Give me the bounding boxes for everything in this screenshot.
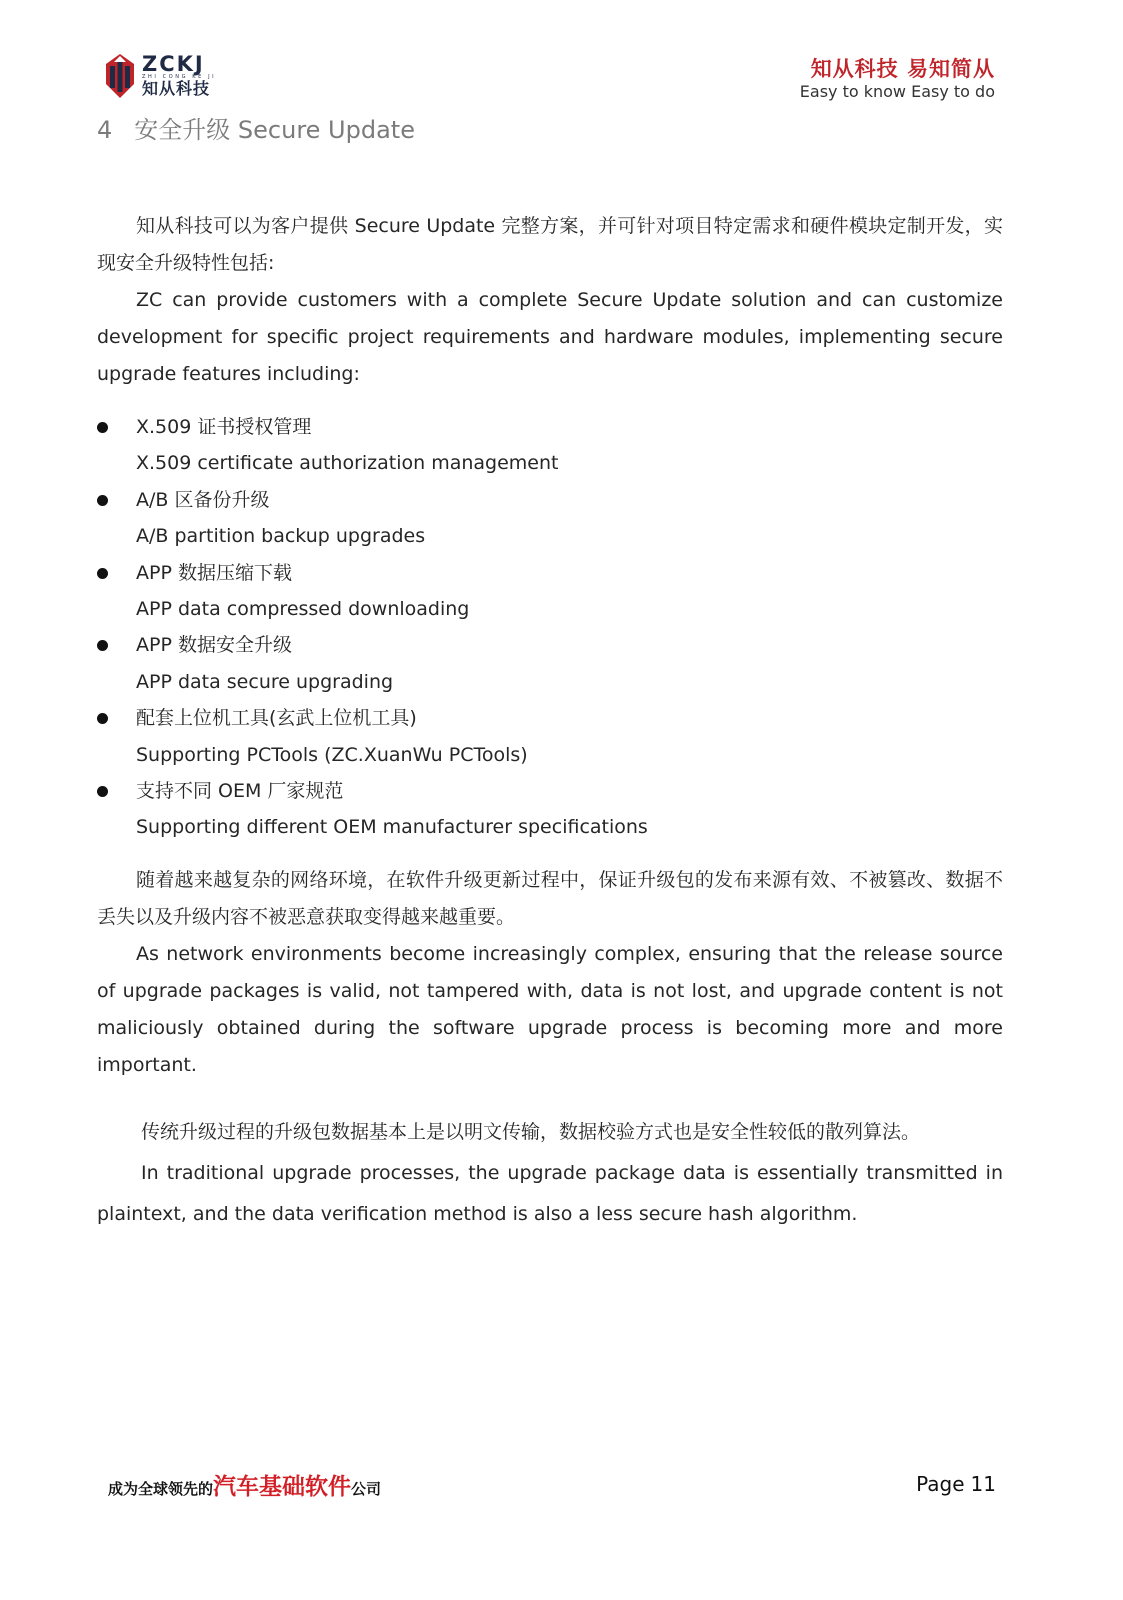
- section-heading: [97, 110, 415, 145]
- feature-en: APP data compressed downloading: [136, 598, 470, 621]
- feature-list: [97, 409, 1003, 846]
- network-cn-paragraph: 随着越来越复杂的网络环境，在软件升级更新过程中，保证升级包的发布来源有效、不被篡改、数据不丢失以及升级内容不被恶意获取变得越来越重要。: [97, 868, 1003, 928]
- feature-cn: APP 数据安全升级: [136, 634, 292, 657]
- feature-en: APP data secure upgrading: [136, 670, 394, 693]
- intro-cn-paragraph: 知从科技可以为客户提供 Secure Update 完整方案，并可针对项目特定需求和硬件模块定制开发，实现安全升级特性包括:: [97, 215, 1003, 274]
- slogan-prefix: 成为全球领先的: [108, 1480, 214, 1498]
- bullet-icon: [97, 422, 108, 433]
- feature-item: [97, 482, 1003, 555]
- logo-cn-name: 知从科技: [142, 79, 211, 98]
- page-number: [916, 1472, 996, 1496]
- header-tagline: [800, 56, 995, 102]
- tagline-cn: 知从科技 易知简从: [810, 57, 995, 81]
- traditional-cn-paragraph: 传统升级过程的升级包数据基本上是以明文传输，数据校验方式也是安全性较低的散列算法。: [141, 1120, 921, 1143]
- page-label: Page: [916, 1472, 965, 1496]
- feature-en: Supporting PCTools (ZC.XuanWu PCTools): [136, 743, 528, 766]
- feature-cn: 支持不同 OEM 厂家规范: [136, 780, 344, 803]
- tagline-en: Easy to know Easy to do: [799, 82, 995, 101]
- logo-subline: ZHI CONG KE JI: [142, 74, 217, 80]
- feature-en: A/B partition backup upgrades: [136, 525, 426, 548]
- feature-item: [97, 773, 1003, 846]
- section-number: 4: [97, 116, 113, 144]
- bullet-icon: [97, 495, 108, 506]
- bullet-icon: [97, 786, 108, 797]
- feature-cn: 配套上位机工具(玄武上位机工具): [136, 707, 417, 730]
- bullet-icon: [97, 568, 108, 579]
- feature-item: [97, 700, 1003, 773]
- bullet-icon: [97, 640, 108, 651]
- feature-cn: X.509 证书授权管理: [136, 416, 312, 438]
- section-title: 安全升级 Secure Update: [134, 116, 415, 144]
- traditional-en-paragraph: In traditional upgrade processes, the upgrade package data is essentially transmitted in plaintext, and the data verification method is also a less secure hash algorithm.: [97, 1161, 1003, 1225]
- slogan-suffix: 公司: [351, 1480, 382, 1498]
- feature-item: [97, 555, 1003, 628]
- page-content: [97, 208, 1003, 1235]
- feature-en: X.509 certificate authorization management: [136, 452, 559, 475]
- company-logo: [106, 54, 236, 102]
- feature-cn: APP 数据压缩下载: [136, 561, 292, 584]
- feature-en: Supporting different OEM manufacturer specifications: [136, 816, 648, 839]
- intro-en-paragraph: ZC can provide customers with a complete Secure Update solution and can customize development for specific project requirements and hardware modules, implementing secure upgrade features including:: [97, 289, 1003, 385]
- feature-cn: A/B 区备份升级: [136, 488, 270, 511]
- feature-item: [97, 627, 1003, 700]
- bullet-icon: [97, 713, 108, 724]
- network-en-paragraph: As network environments become increasingly complex, ensuring that the release source of upgrade packages is valid, not tampered with, data is not lost, and upgrade content is not maliciously obtained during the software upgrade process is becoming more and more important.: [97, 942, 1003, 1076]
- feature-item: [97, 409, 1003, 482]
- logo-emblem-icon: [106, 54, 134, 98]
- page-number-value: 11: [970, 1472, 996, 1496]
- slogan-highlight: 汽车基础软件: [213, 1474, 352, 1500]
- footer-slogan: [108, 1468, 381, 1501]
- logo-letters: ZCKJ: [142, 52, 205, 76]
